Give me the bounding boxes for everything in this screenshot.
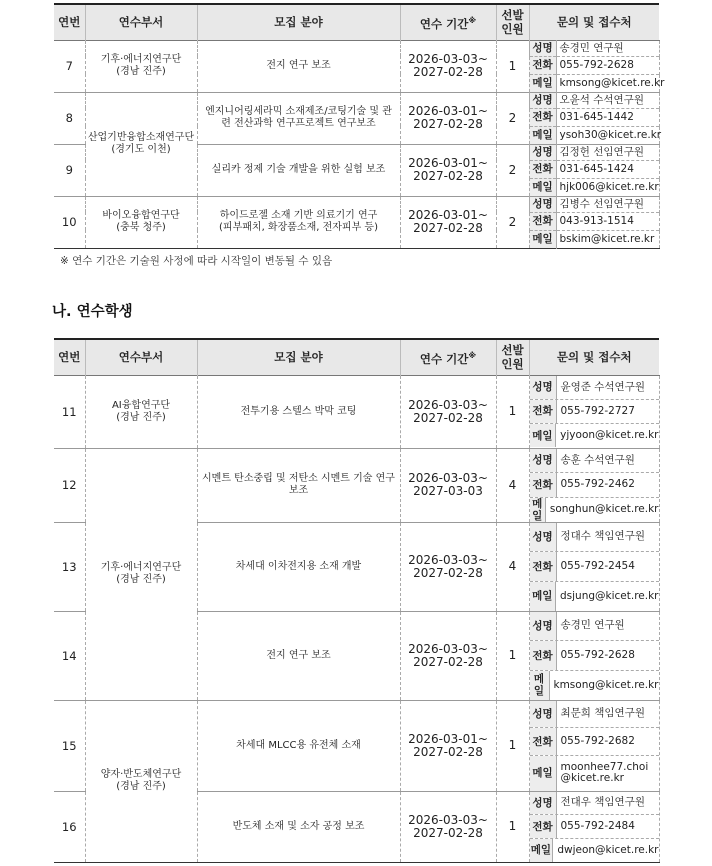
contact-cell (529, 700, 659, 791)
name-label: 성명 (530, 376, 557, 399)
phone-label: 전화 (529, 108, 556, 126)
contact-name: 김정헌 선임연구원 (556, 144, 659, 160)
phone-label: 전화 (530, 815, 557, 838)
dept-cell: 양자·반도체연구단 (경남 진주) (85, 700, 197, 862)
footnote-mark: ※ (468, 15, 477, 25)
contact-cell (529, 375, 659, 448)
name-label: 성명 (530, 523, 557, 552)
recruitment-table-researchers (54, 3, 665, 249)
row-number: 8 (54, 92, 85, 144)
header-period (400, 4, 496, 40)
dept-cell: AI융합연구단 (경남 진주) (85, 375, 197, 448)
phone-label: 전화 (530, 400, 557, 423)
count-cell: 2 (496, 144, 529, 196)
contact-name: 전대우 책임연구원 (560, 796, 645, 809)
table-row (54, 700, 659, 791)
email-label: 메일 (530, 424, 557, 447)
header-contact: 문의 및 접수처 (529, 339, 659, 375)
dept-cell: 산업기반융합소재연구단 (경기도 이천) (85, 92, 197, 196)
table-row (54, 196, 659, 212)
period-cell: 2026-03-01~ 2027-02-28 (400, 92, 496, 144)
contact-phone: 031-645-1424 (556, 160, 659, 178)
table-row (54, 375, 659, 448)
contact-email[interactable]: hjk006@kicet.re.kr (556, 178, 659, 196)
email-label: 메일 (529, 230, 556, 248)
table-row (54, 448, 659, 522)
period-cell: 2026-03-03~ 2027-02-28 (400, 375, 496, 448)
row-number: 16 (54, 791, 85, 862)
period-cell: 2026-03-03~ 2027-03-03 (400, 448, 496, 522)
count-cell: 4 (496, 522, 529, 611)
count-cell: 1 (496, 700, 529, 791)
row-number: 11 (54, 375, 85, 448)
contact-name: 최문희 책임연구원 (560, 707, 645, 720)
field-cell: 전투기용 스텔스 박막 코팅 (197, 375, 400, 448)
contact-cell (529, 791, 659, 862)
field-cell: 엔지니어링세라믹 소재제조/코팅기술 및 관련 전산과학 연구프로젝트 연구보조 (197, 92, 400, 144)
phone-label: 전화 (529, 56, 556, 74)
row-number: 14 (54, 611, 85, 700)
footnote-mark: ※ (468, 350, 477, 360)
header-contact: 문의 및 접수처 (529, 4, 659, 40)
header-field: 모집 분야 (197, 4, 400, 40)
email-label: 메일 (529, 178, 556, 196)
period-cell: 2026-03-03~ 2027-02-28 (400, 611, 496, 700)
count-cell: 1 (496, 791, 529, 862)
row-number: 7 (54, 40, 85, 92)
period-cell: 2026-03-03~ 2027-02-28 (400, 791, 496, 862)
header-period-label: 연수 기간 (419, 351, 469, 366)
contact-email[interactable]: kmsong@kicet.re.kr (553, 678, 659, 691)
dept-cell: 기후·에너지연구단 (경남 진주) (85, 40, 197, 92)
field-cell: 차세대 이차전지용 소재 개발 (197, 522, 400, 611)
field-cell: 시멘트 탄소중립 및 저탄소 시멘트 기술 연구 보조 (197, 448, 400, 522)
contact-cell (529, 522, 659, 611)
contact-phone: 055-792-2628 (560, 649, 635, 661)
phone-label: 전화 (530, 552, 557, 581)
phone-label: 전화 (529, 160, 556, 178)
contact-name: 오윤석 수석연구원 (556, 92, 659, 108)
contact-phone: 031-645-1442 (556, 108, 659, 126)
contact-phone: 055-792-2628 (556, 56, 659, 74)
table-header-row (54, 339, 659, 375)
contact-email[interactable]: dsjung@kicet.re.kr (560, 589, 659, 602)
name-label: 성명 (529, 40, 556, 56)
contact-email[interactable]: dwjeon@kicet.re.kr (557, 843, 659, 856)
contact-name: 정대수 책임연구원 (560, 530, 645, 543)
table-row (54, 40, 659, 56)
header-period-label: 연수 기간 (419, 16, 469, 31)
email-label: 메일 (529, 74, 556, 92)
count-cell: 4 (496, 448, 529, 522)
contact-cell (529, 611, 659, 700)
section-title: 나. 연수학생 (52, 304, 133, 320)
email-label: 메일 (530, 671, 550, 700)
contact-phone: 055-792-2484 (560, 820, 635, 832)
period-cell: 2026-03-01~ 2027-02-28 (400, 700, 496, 791)
contact-name: 송경민 연구원 (556, 40, 659, 56)
table-header-row (54, 4, 659, 40)
row-number: 15 (54, 700, 85, 791)
contact-phone: 055-792-2462 (560, 478, 635, 491)
name-label: 성명 (529, 144, 556, 160)
row-number: 10 (54, 196, 85, 248)
contact-name: 윤영준 수석연구원 (560, 380, 645, 393)
phone-label: 전화 (530, 473, 557, 497)
contact-phone: 055-792-2682 (560, 735, 635, 747)
period-cell: 2026-03-03~ 2027-02-28 (400, 522, 496, 611)
contact-email[interactable]: ysoh30@kicet.re.kr (556, 126, 659, 144)
header-dept: 연수부서 (85, 4, 197, 40)
field-cell: 하이드로젤 소재 기반 의료기기 연구 (피부패치, 화장품소재, 전자피부 등) (197, 196, 400, 248)
period-cell: 2026-03-01~ 2027-02-28 (400, 144, 496, 196)
contact-email[interactable]: yjyoon@kicet.re.kr (560, 429, 659, 442)
contact-email[interactable]: bskim@kicet.re.kr (556, 230, 659, 248)
dept-cell: 기후·에너지연구단 (경남 진주) (85, 448, 197, 700)
count-cell: 2 (496, 196, 529, 248)
count-cell: 1 (496, 375, 529, 448)
row-number: 9 (54, 144, 85, 196)
row-number: 13 (54, 522, 85, 611)
contact-email[interactable]: songhun@kicet.re.kr (549, 503, 659, 515)
field-cell: 전지 연구 보조 (197, 40, 400, 92)
count-cell: 2 (496, 92, 529, 144)
name-label: 성명 (530, 612, 557, 641)
name-label: 성명 (530, 792, 557, 815)
name-label: 성명 (530, 449, 557, 473)
contact-phone: 055-792-2454 (560, 560, 635, 572)
field-cell: 차세대 MLCC용 유전체 소재 (197, 700, 400, 791)
name-label: 성명 (529, 196, 556, 212)
name-label: 성명 (530, 701, 557, 728)
count-cell: 1 (496, 40, 529, 92)
header-field: 모집 분야 (197, 339, 400, 375)
contact-email[interactable]: kmsong@kicet.re.kr (556, 74, 659, 92)
header-count: 선발 인원 (496, 339, 529, 375)
header-period (400, 339, 496, 375)
count-cell: 1 (496, 611, 529, 700)
dept-cell: 바이오융합연구단 (충북 청주) (85, 196, 197, 248)
header-dept: 연수부서 (85, 339, 197, 375)
field-cell: 전지 연구 보조 (197, 611, 400, 700)
email-label: 메일 (530, 756, 557, 791)
email-label: 메일 (530, 582, 557, 611)
contact-phone: 055-792-2727 (560, 404, 635, 417)
period-cell: 2026-03-03~ 2027-02-28 (400, 40, 496, 92)
field-cell: 반도체 소재 및 소자 공정 보조 (197, 791, 400, 862)
header-no: 연번 (54, 339, 85, 375)
contact-cell (529, 448, 659, 522)
field-cell: 실리카 정제 기술 개발을 위한 실험 보조 (197, 144, 400, 196)
footnote: ※ 연수 기간은 기술원 사정에 따라 시작일이 변동될 수 있음 (60, 255, 333, 267)
recruitment-table-trainees (54, 338, 660, 863)
period-cell: 2026-03-01~ 2027-02-28 (400, 196, 496, 248)
contact-name: 김병수 선임연구원 (556, 196, 659, 212)
contact-name: 송경민 연구원 (560, 619, 625, 632)
email-label: 메일 (529, 126, 556, 144)
email-label: 메일 (530, 839, 554, 862)
contact-email[interactable]: moonhee77.choi @kicet.re.kr (560, 761, 649, 785)
phone-label: 전화 (530, 728, 557, 755)
contact-phone: 043-913-1514 (556, 212, 659, 230)
row-number: 12 (54, 448, 85, 522)
phone-label: 전화 (529, 212, 556, 230)
header-no: 연번 (54, 4, 85, 40)
phone-label: 전화 (530, 641, 557, 670)
header-count: 선발 인원 (496, 4, 529, 40)
email-label: 메일 (530, 498, 546, 522)
table-row (54, 92, 659, 108)
name-label: 성명 (529, 92, 556, 108)
contact-name: 송훈 수석연구원 (560, 453, 635, 466)
